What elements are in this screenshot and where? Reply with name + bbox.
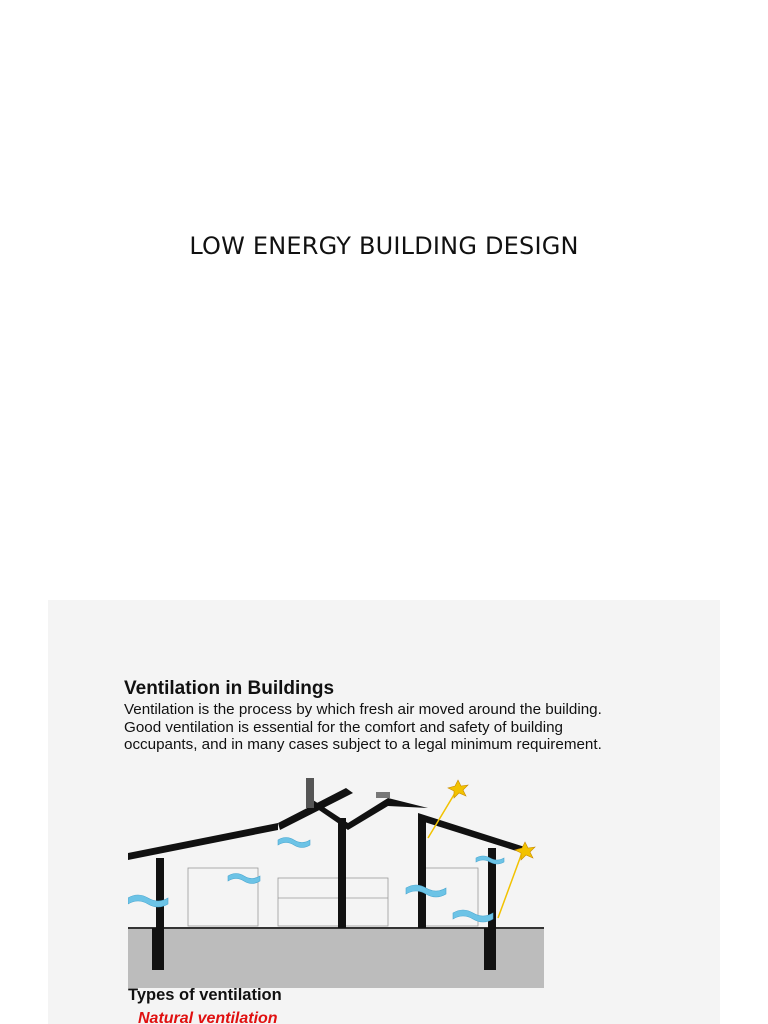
page-title: LOW ENERGY BUILDING DESIGN — [189, 232, 579, 260]
types-heading: Types of ventilation — [128, 986, 282, 1004]
sun-rays — [428, 788, 523, 918]
building-section-diagram — [128, 778, 548, 988]
ventilation-figure — [48, 600, 720, 1024]
wall-mid — [338, 818, 346, 928]
air-arrow-2 — [228, 874, 260, 884]
wall-left — [156, 858, 164, 928]
roof-vent — [376, 792, 390, 798]
roof-left — [128, 823, 278, 860]
ground — [128, 928, 544, 988]
figure-heading: Ventilation in Buildings — [124, 678, 335, 699]
wall-right — [418, 818, 426, 928]
chimney — [306, 778, 314, 808]
roof-right — [418, 813, 528, 854]
footing-left — [152, 928, 164, 970]
natural-ventilation-label: Natural ventilation — [138, 1010, 278, 1024]
footing-right — [484, 928, 496, 970]
air-arrow-5 — [453, 910, 493, 922]
figure-body-text: Ventilation is the process by which fresh air moved around the building. Good ventilation is essential for the comfort and safety of building occupants, and in many cases subject to a legal minimum requirement. — [124, 701, 602, 753]
air-arrow-3 — [278, 838, 310, 848]
